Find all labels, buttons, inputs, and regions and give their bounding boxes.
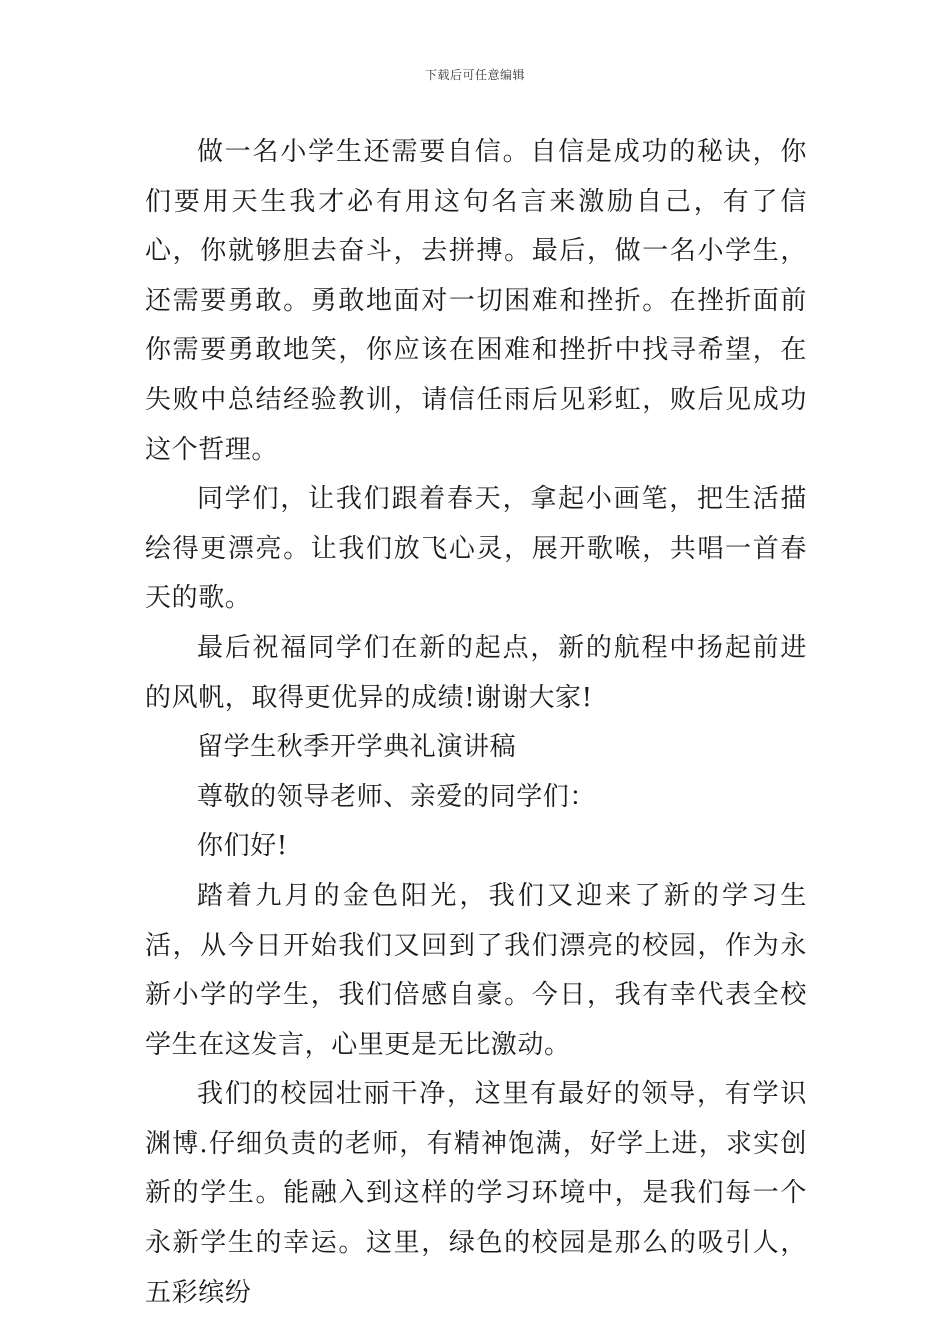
greeting: 你们好! <box>197 831 288 862</box>
paragraph-confidence: 做一名小学生还需要自信。自信是成功的秘诀，你们要用天生我才必有用这句名言来激励自己，有了信心，你就够胆去奋斗，去拼搏。最后，做一名小学生，还需要勇敢。勇敢地面对一切困难和挫折。在挫折面前你需要勇敢地笑，你应该在困难和挫折中找寻希望，在失败中总结经验教训，请信任雨后见彩虹，败后见成功这个哲理。 <box>145 137 807 465</box>
paragraph-campus: 我们的校园壮丽干净，这里有最好的领导，有学识渊博.仔细负责的老师，有精神饱满，好学上进，求实创新的学生。能融入到这样的学习环境中，是我们每一个永新学生的幸运。这里，绿色的校园是那么的吸引人，五彩缤纷 <box>145 1079 807 1308</box>
paragraph-spring: 同学们，让我们跟着春天，拿起小画笔，把生活描绘得更漂亮。让我们放飞心灵，展开歌喉，共唱一首春天的歌。 <box>145 484 807 614</box>
paragraph-september: 踏着九月的金色阳光，我们又迎来了新的学习生活，从今日开始我们又回到了我们漂亮的校园，作为永新小学的学生，我们倍感自豪。今日，我有幸代表全校学生在这发言，心里更是无比激动。 <box>145 880 807 1060</box>
paragraph-closing-wish: 最后祝福同学们在新的起点，新的航程中扬起前进的风帆，取得更优异的成绩!谢谢大家! <box>145 632 807 713</box>
document-body <box>145 128 807 1318</box>
salutation: 尊敬的领导老师、亲爱的同学们： <box>197 781 597 812</box>
speech-title: 留学生秋季开学典礼演讲稿 <box>197 732 517 763</box>
header-note: 下载后可任意编辑 <box>424 68 525 82</box>
